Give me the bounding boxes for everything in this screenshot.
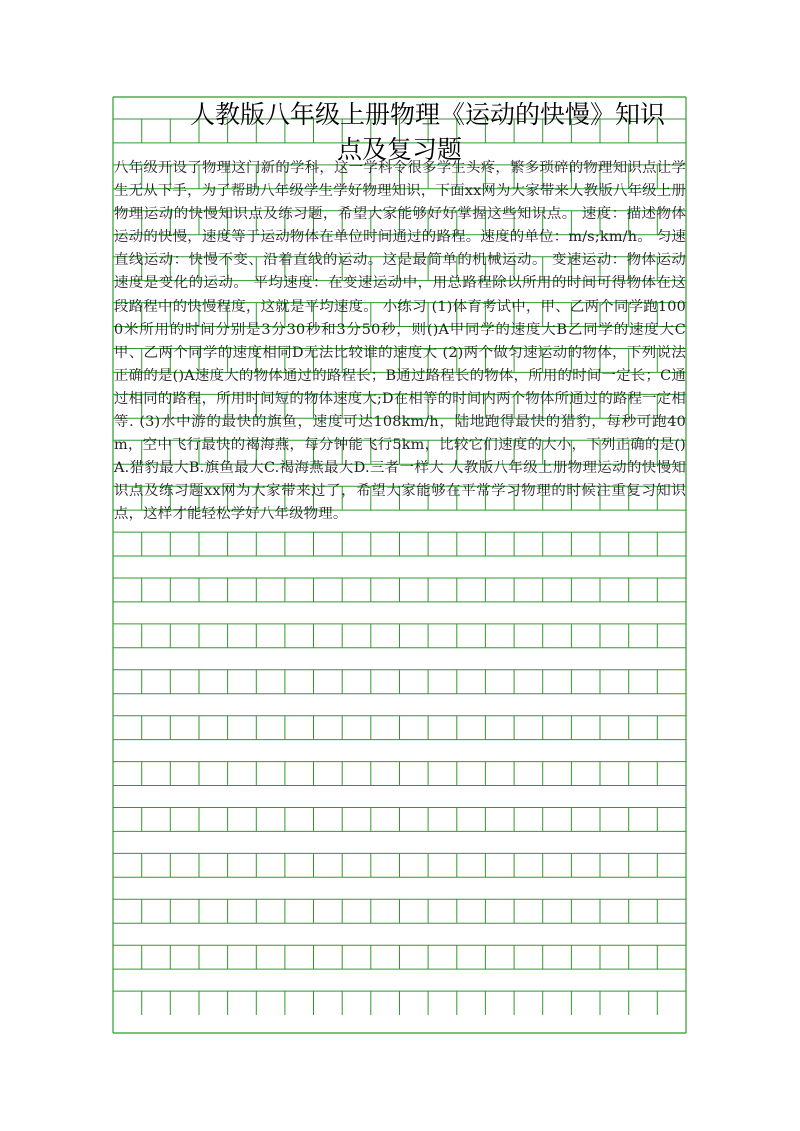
document-body-text: 八年级开设了物理这门新的学科，这一学科令很多学生头疼，繁多琐碎的物理知识点让学生无从下手，为了帮助八年级学生学好物理知识，下面xx网为大家带来人教版八年级上册物理运动的快慢知识点及练习题，希望大家能够好好掌握这些知识点。 速度：描述物体运动的快慢，速度等于运动物体在单位时间通过的路程。速度的单位：m/s;km/h。 匀速直线运动：快慢不变、沿着直线的运动。这是最简单的机械运动。 变速运动：物体运动速度是变化的运动。 平均速度：在变速运动中，用总路程除以所用的时间可得物体在这段路程中的快慢程度，这就是平均速度。 小练习 (1)体育考试中，甲、乙两个同学跑1000米所用的时间分别是3分30秒和3分50秒，则()A甲同学的速度大B乙同学的速度大C甲、乙两个同学的速度相同D无法比较谁的速度大 (2)两个做匀速运动的物体，下列说法正确的是()A速度大的物体通过的路程长；B通过路程长的物体，所用的时间一定长；C通过相同的路程，所用时间短的物体速度大;D在相等的时间内两个物体所通过的路程一定相等. (3)水中游的最快的旗鱼，速度可达108km/h，陆地跑得最快的猎豹，每秒可跑40m，空中飞行最快的褐海燕，每分钟能飞行5km，比较它们速度的大小，下列正确的是()A.猎豹最大B.旗鱼最大C.褐海燕最大D.三者一样大 人教版八年级上册物理运动的快慢知识点及练习题xx网为大家带来过了，希望大家能够在平常学习物理的时候注重复习知识点，这样才能轻松学好八年级物理。 [114, 160, 686, 523]
document-title-line-1: 人教版八年级上册物理《运动的快慢》知识 [189, 100, 665, 129]
document-title-line-2: 点及复习题 [336, 135, 462, 164]
